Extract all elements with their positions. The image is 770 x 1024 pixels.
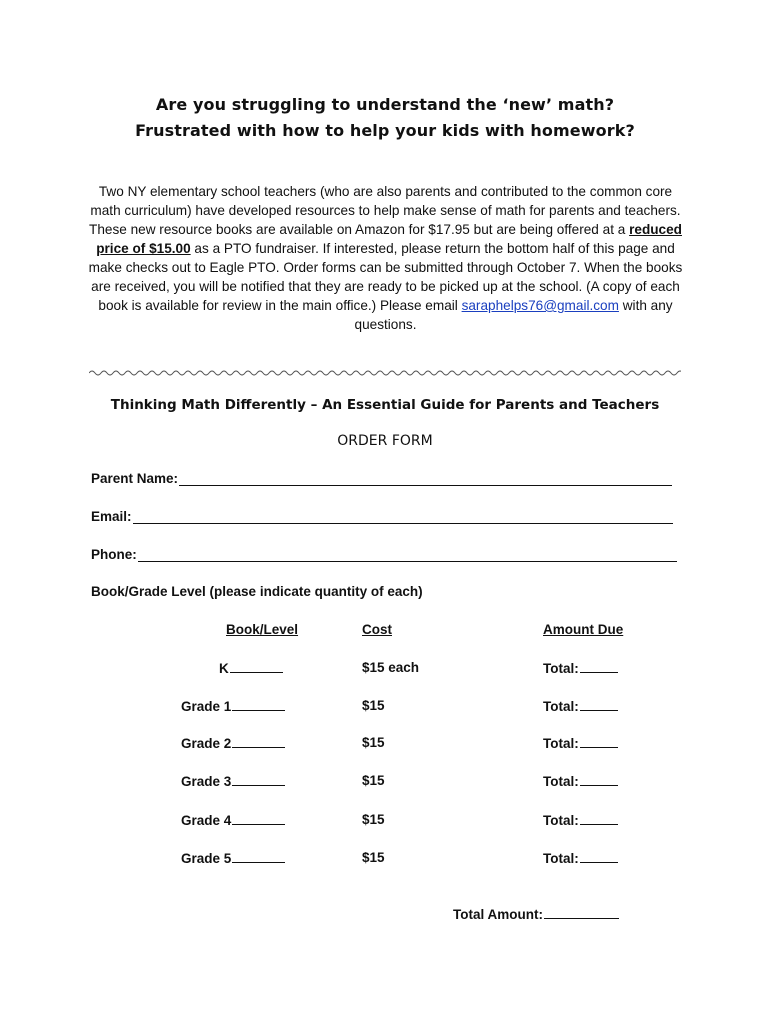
phone-label: Phone:: [91, 547, 137, 562]
total-blank[interactable]: [580, 812, 618, 825]
order-row-total[interactable]: [543, 735, 618, 751]
total-label: Total:: [543, 661, 579, 676]
email-label: Email:: [91, 509, 132, 524]
column-header-book: Book/Level: [226, 622, 299, 637]
level-label: Grade 1: [181, 699, 232, 714]
column-header-amount: Amount Due: [543, 622, 624, 637]
parent-name-field[interactable]: [91, 471, 672, 486]
wavy-divider: [89, 368, 681, 378]
order-row-cost: $15: [362, 735, 385, 750]
level-label: Grade 2: [181, 736, 232, 751]
level-label: K: [219, 661, 229, 676]
order-row-level[interactable]: [219, 660, 283, 676]
total-label: Total:: [543, 774, 579, 789]
grade-instruction: Book/Grade Level (please indicate quantity of each): [91, 584, 423, 599]
total-label: Total:: [543, 851, 579, 866]
level-label: Grade 3: [181, 774, 232, 789]
total-blank[interactable]: [580, 660, 618, 673]
order-form-title: ORDER FORM: [337, 433, 433, 449]
email-link[interactable]: saraphelps76@gmail.com: [461, 298, 619, 313]
intro-paragraph: [88, 182, 683, 334]
parent-name-label: Parent Name:: [91, 471, 179, 486]
order-row-level[interactable]: [181, 773, 285, 789]
order-row-cost: $15: [362, 850, 385, 865]
level-label: Grade 5: [181, 851, 232, 866]
quantity-blank[interactable]: [232, 850, 285, 863]
reduced-price-text: reduced price of $15.00: [96, 222, 682, 256]
order-row-total[interactable]: [543, 812, 618, 828]
total-amount-blank[interactable]: [544, 906, 619, 919]
order-row-cost: $15: [362, 773, 385, 788]
order-row-total[interactable]: [543, 773, 618, 789]
phone-line[interactable]: [138, 548, 677, 562]
total-blank[interactable]: [580, 773, 618, 786]
total-label: Total:: [543, 699, 579, 714]
quantity-blank[interactable]: [232, 698, 285, 711]
phone-field[interactable]: [91, 547, 677, 562]
order-row-cost: $15 each: [362, 660, 420, 675]
order-row-level[interactable]: [181, 812, 285, 828]
email-field[interactable]: [91, 509, 673, 524]
order-row-cost: $15: [362, 698, 385, 713]
quantity-blank[interactable]: [230, 660, 283, 673]
book-title: Thinking Math Differently – An Essential Guide for Parents and Teachers: [110, 397, 660, 413]
intro-text-1: Two NY elementary school teachers (who are also parents and contributed to the common core math curriculum) have developed resources to help make sense of math for parents and teachers. These new resource books are available on Amazon for $17.95 but are being offered at a: [89, 184, 681, 237]
order-row-total[interactable]: [543, 660, 618, 676]
quantity-blank[interactable]: [232, 812, 285, 825]
order-row-total[interactable]: [543, 698, 618, 714]
order-row-total[interactable]: [543, 850, 618, 866]
order-row-cost: $15: [362, 812, 385, 827]
order-row-level[interactable]: [181, 698, 285, 714]
column-header-cost: Cost: [362, 622, 392, 637]
intro-text-3: with any questions.: [354, 298, 673, 332]
email-line[interactable]: [133, 510, 673, 524]
total-amount-field[interactable]: [453, 906, 619, 922]
order-row-level[interactable]: [181, 735, 285, 751]
total-blank[interactable]: [580, 698, 618, 711]
headline-question: Are you struggling to understand the ‘new’ math?: [155, 95, 615, 114]
headline-subquestion: Frustrated with how to help your kids with homework?: [135, 121, 635, 140]
parent-name-line[interactable]: [179, 472, 672, 486]
quantity-blank[interactable]: [232, 735, 285, 748]
total-amount-label: Total Amount:: [453, 907, 543, 922]
intro-text-2: as a PTO fundraiser. If interested, please return the bottom half of this page and make checks out to Eagle PTO. Order forms can be submitted through October 7. When the books are received, you will be notified that they are ready to be picked up at the school. (A copy of each book is available for review in the main office.) Please email: [88, 241, 683, 313]
quantity-blank[interactable]: [232, 773, 285, 786]
total-blank[interactable]: [580, 850, 618, 863]
level-label: Grade 4: [181, 813, 232, 828]
total-label: Total:: [543, 736, 579, 751]
total-label: Total:: [543, 813, 579, 828]
total-blank[interactable]: [580, 735, 618, 748]
order-row-level[interactable]: [181, 850, 285, 866]
